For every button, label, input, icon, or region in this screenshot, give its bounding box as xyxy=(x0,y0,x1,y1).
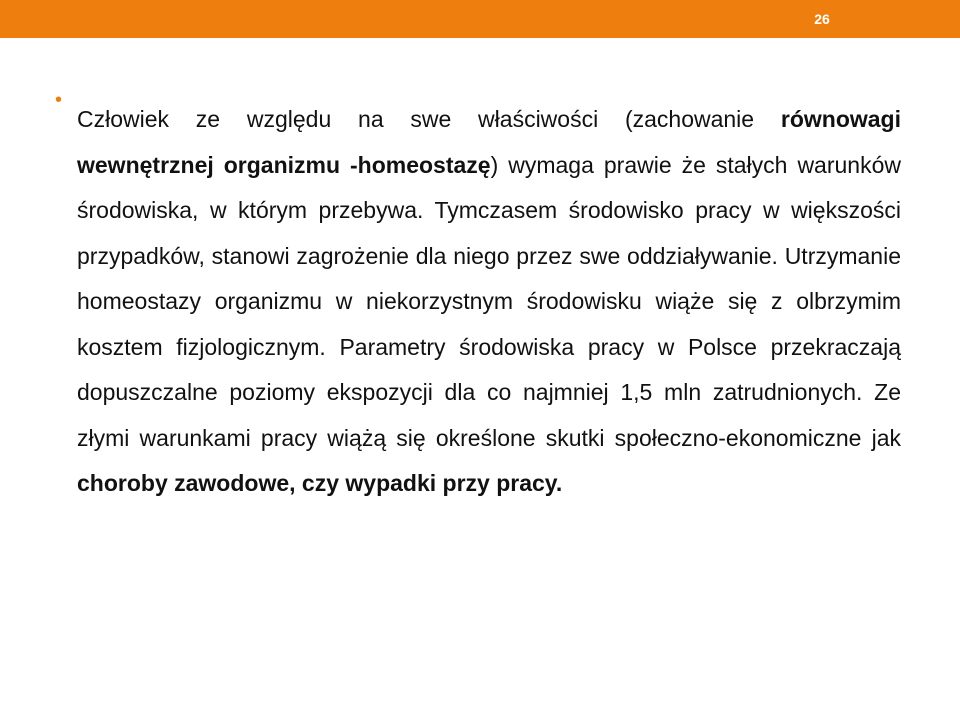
slide-content xyxy=(55,74,901,530)
paragraph-text-2: ) wymaga prawie że stałych warunków środowiska, w którym przebywa. Tymczasem środowisko pracy w większości przypadków, stanowi zagrożenie dla niego przez swe oddziaływanie. Utrzymanie homeostazy organizmu w niekorzystnym środowisku wiąże się z olbrzymim kosztem fizjologicznym. Parametry środowiska pracy w Polsce przekraczają dopuszczalne poziomy ekspozycji dla co najmniej 1,5 mln zatrudnionych. Ze złymi warunkami pracy wiążą się określone skutki społeczno-ekonomiczne jak xyxy=(77,151,901,451)
paragraph-text-1: Człowiek ze względu na swe właściwości (zachowanie xyxy=(77,106,781,132)
body-paragraph xyxy=(77,97,901,507)
paragraph-bold-2: choroby zawodowe, czy wypadki przy pracy. xyxy=(77,470,563,496)
paragraph-bold-1: równowagi wewnętrznej organizmu -homeostazę xyxy=(77,106,901,178)
bullet-icon: • xyxy=(55,89,63,111)
header-bar xyxy=(0,0,960,38)
page-number: 26 xyxy=(814,11,830,27)
